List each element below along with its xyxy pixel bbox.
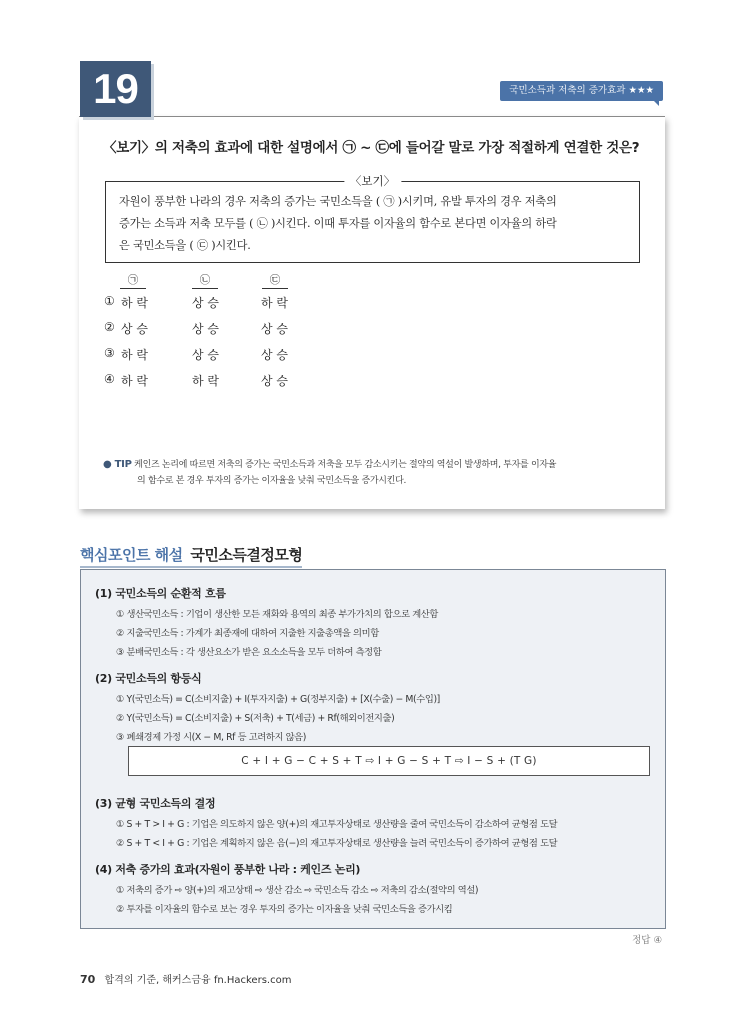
column-head-c: ㉢ [262, 272, 288, 289]
option-number: ④ [104, 372, 115, 386]
column-head-a: ㉠ [120, 272, 146, 289]
tip-text-line-2: 의 함수로 본 경우 투자의 증가는 이자율을 낮춰 국민소득을 증가시킨다. [137, 476, 407, 486]
section-title-topic: 국민소득결정모형 [190, 546, 303, 564]
option-a: 하 락 [121, 374, 148, 388]
heading-1: (1) 국민소득의 순환적 흐름 [95, 587, 226, 600]
tip-block [103, 457, 663, 489]
option-number: ② [104, 320, 115, 334]
item-3-2: ② S + T < I + G : 기업은 계획하지 않은 음(−)의 재고투자상태로 생산량을 늘려 국민소득이 증가하여 균형점 도달 [116, 838, 558, 849]
page-number: 70 [80, 973, 96, 986]
item-4-2: ② 투자를 이자율의 함수로 보는 경우 투자의 증가는 이자율을 낮춰 국민소득을 증가시킴 [116, 904, 453, 915]
section-title [80, 544, 302, 565]
item-3-1: ① S + T > I + G : 기업은 의도하지 않은 양(+)의 재고투자상태로 생산량을 줄여 국민소득이 감소하여 균형점 도달 [116, 819, 558, 830]
page-footer [80, 971, 291, 986]
tip-label: ● TIP [103, 459, 132, 470]
example-line-3: 은 국민소득을 ( ㉢ )시킨다. [119, 239, 251, 252]
example-line-1: 자원이 풍부한 나라의 경우 저축의 증가는 국민소득을 ( ㉠ )시키며, 유발 투자의 경우 저축의 [119, 195, 557, 208]
topic-tag: 국민소득과 저축의 증가효과 ★★★ [500, 81, 663, 101]
location-pin-icon: ● [103, 459, 112, 470]
option-c: 상 승 [261, 374, 288, 388]
heading-4: (4) 저축 증가의 효과(자원이 풍부한 나라 : 케인즈 논리) [95, 863, 361, 876]
option-a: 하 락 [121, 348, 148, 362]
option-number: ③ [104, 346, 115, 360]
item-2-3: ③ 폐쇄경제 가정 시(X − M, Rf 등 고려하지 않음) [116, 732, 306, 743]
heading-2: (2) 국민소득의 항등식 [95, 672, 202, 685]
tip-text-line-1: 케인즈 논리에 따르면 저축의 증가는 국민소득과 저축을 모두 감소시키는 절약의 역설이 발생하며, 투자를 이자율 [134, 460, 557, 470]
option-c: 상 승 [261, 348, 288, 362]
item-2-1: ① Y(국민소득) = C(소비지출) + I(투자지출) + G(정부지출) + [X(수출) − M(수입)] [116, 694, 440, 705]
item-1-1: ① 생산국민소득 : 기업이 생산한 모든 재화와 용역의 최종 부가가치의 합으로 계산함 [116, 609, 438, 620]
example-box [105, 174, 640, 263]
option-b: 상 승 [192, 296, 219, 310]
item-4-1: ① 저축의 증가 ⇨ 양(+)의 재고상태 ⇨ 생산 감소 ⇨ 국민소득 감소 ⇨ 저축의 감소(절약의 역설) [116, 885, 479, 896]
option-a: 상 승 [121, 322, 148, 336]
option-a: 하 락 [121, 296, 148, 310]
option-b: 하 락 [192, 374, 219, 388]
column-head-b: ㉡ [192, 272, 218, 289]
option-c: 하 락 [261, 296, 288, 310]
item-2-2: ② Y(국민소득) = C(소비지출) + S(저축) + T(세금) + Rf(해외이전지출) [116, 713, 395, 724]
example-line-2: 증가는 소득과 저축 모두를 ( ㉡ )시킨다. 이때 투자를 이자율의 함수로 본다면 이자율의 하락 [119, 217, 557, 230]
example-box-title: 〈보기〉 [344, 173, 401, 189]
footer-text: 합격의 기준, 해커스금융 fn.Hackers.com [104, 975, 292, 986]
question-number: 19 [80, 61, 151, 117]
question-title: 〈보기〉의 저축의 효과에 대한 설명에서 ㉠ ~ ㉢에 들어갈 말로 가장 적절하게 연결한 것은? [103, 140, 640, 156]
heading-3: (3) 균형 국민소득의 결정 [95, 797, 216, 810]
answer-label: 정답 ④ [632, 935, 662, 946]
section-title-underline [80, 566, 302, 568]
option-number: ① [104, 294, 115, 308]
formula-box: C + I + G − C + S + T ⇨ I + G − S + T ⇨ I − S + (T G) [128, 746, 650, 776]
option-b: 상 승 [192, 322, 219, 336]
section-title-label: 핵심포인트 해설 [80, 546, 183, 564]
option-c: 상 승 [261, 322, 288, 336]
example-box-text [119, 191, 629, 257]
item-1-2: ② 지출국민소득 : 가계가 최종재에 대하여 지출한 지출총액을 의미함 [116, 628, 379, 639]
option-b: 상 승 [192, 348, 219, 362]
item-1-3: ③ 분배국민소득 : 각 생산요소가 받은 요소소득을 모두 더하여 측정함 [116, 647, 382, 658]
